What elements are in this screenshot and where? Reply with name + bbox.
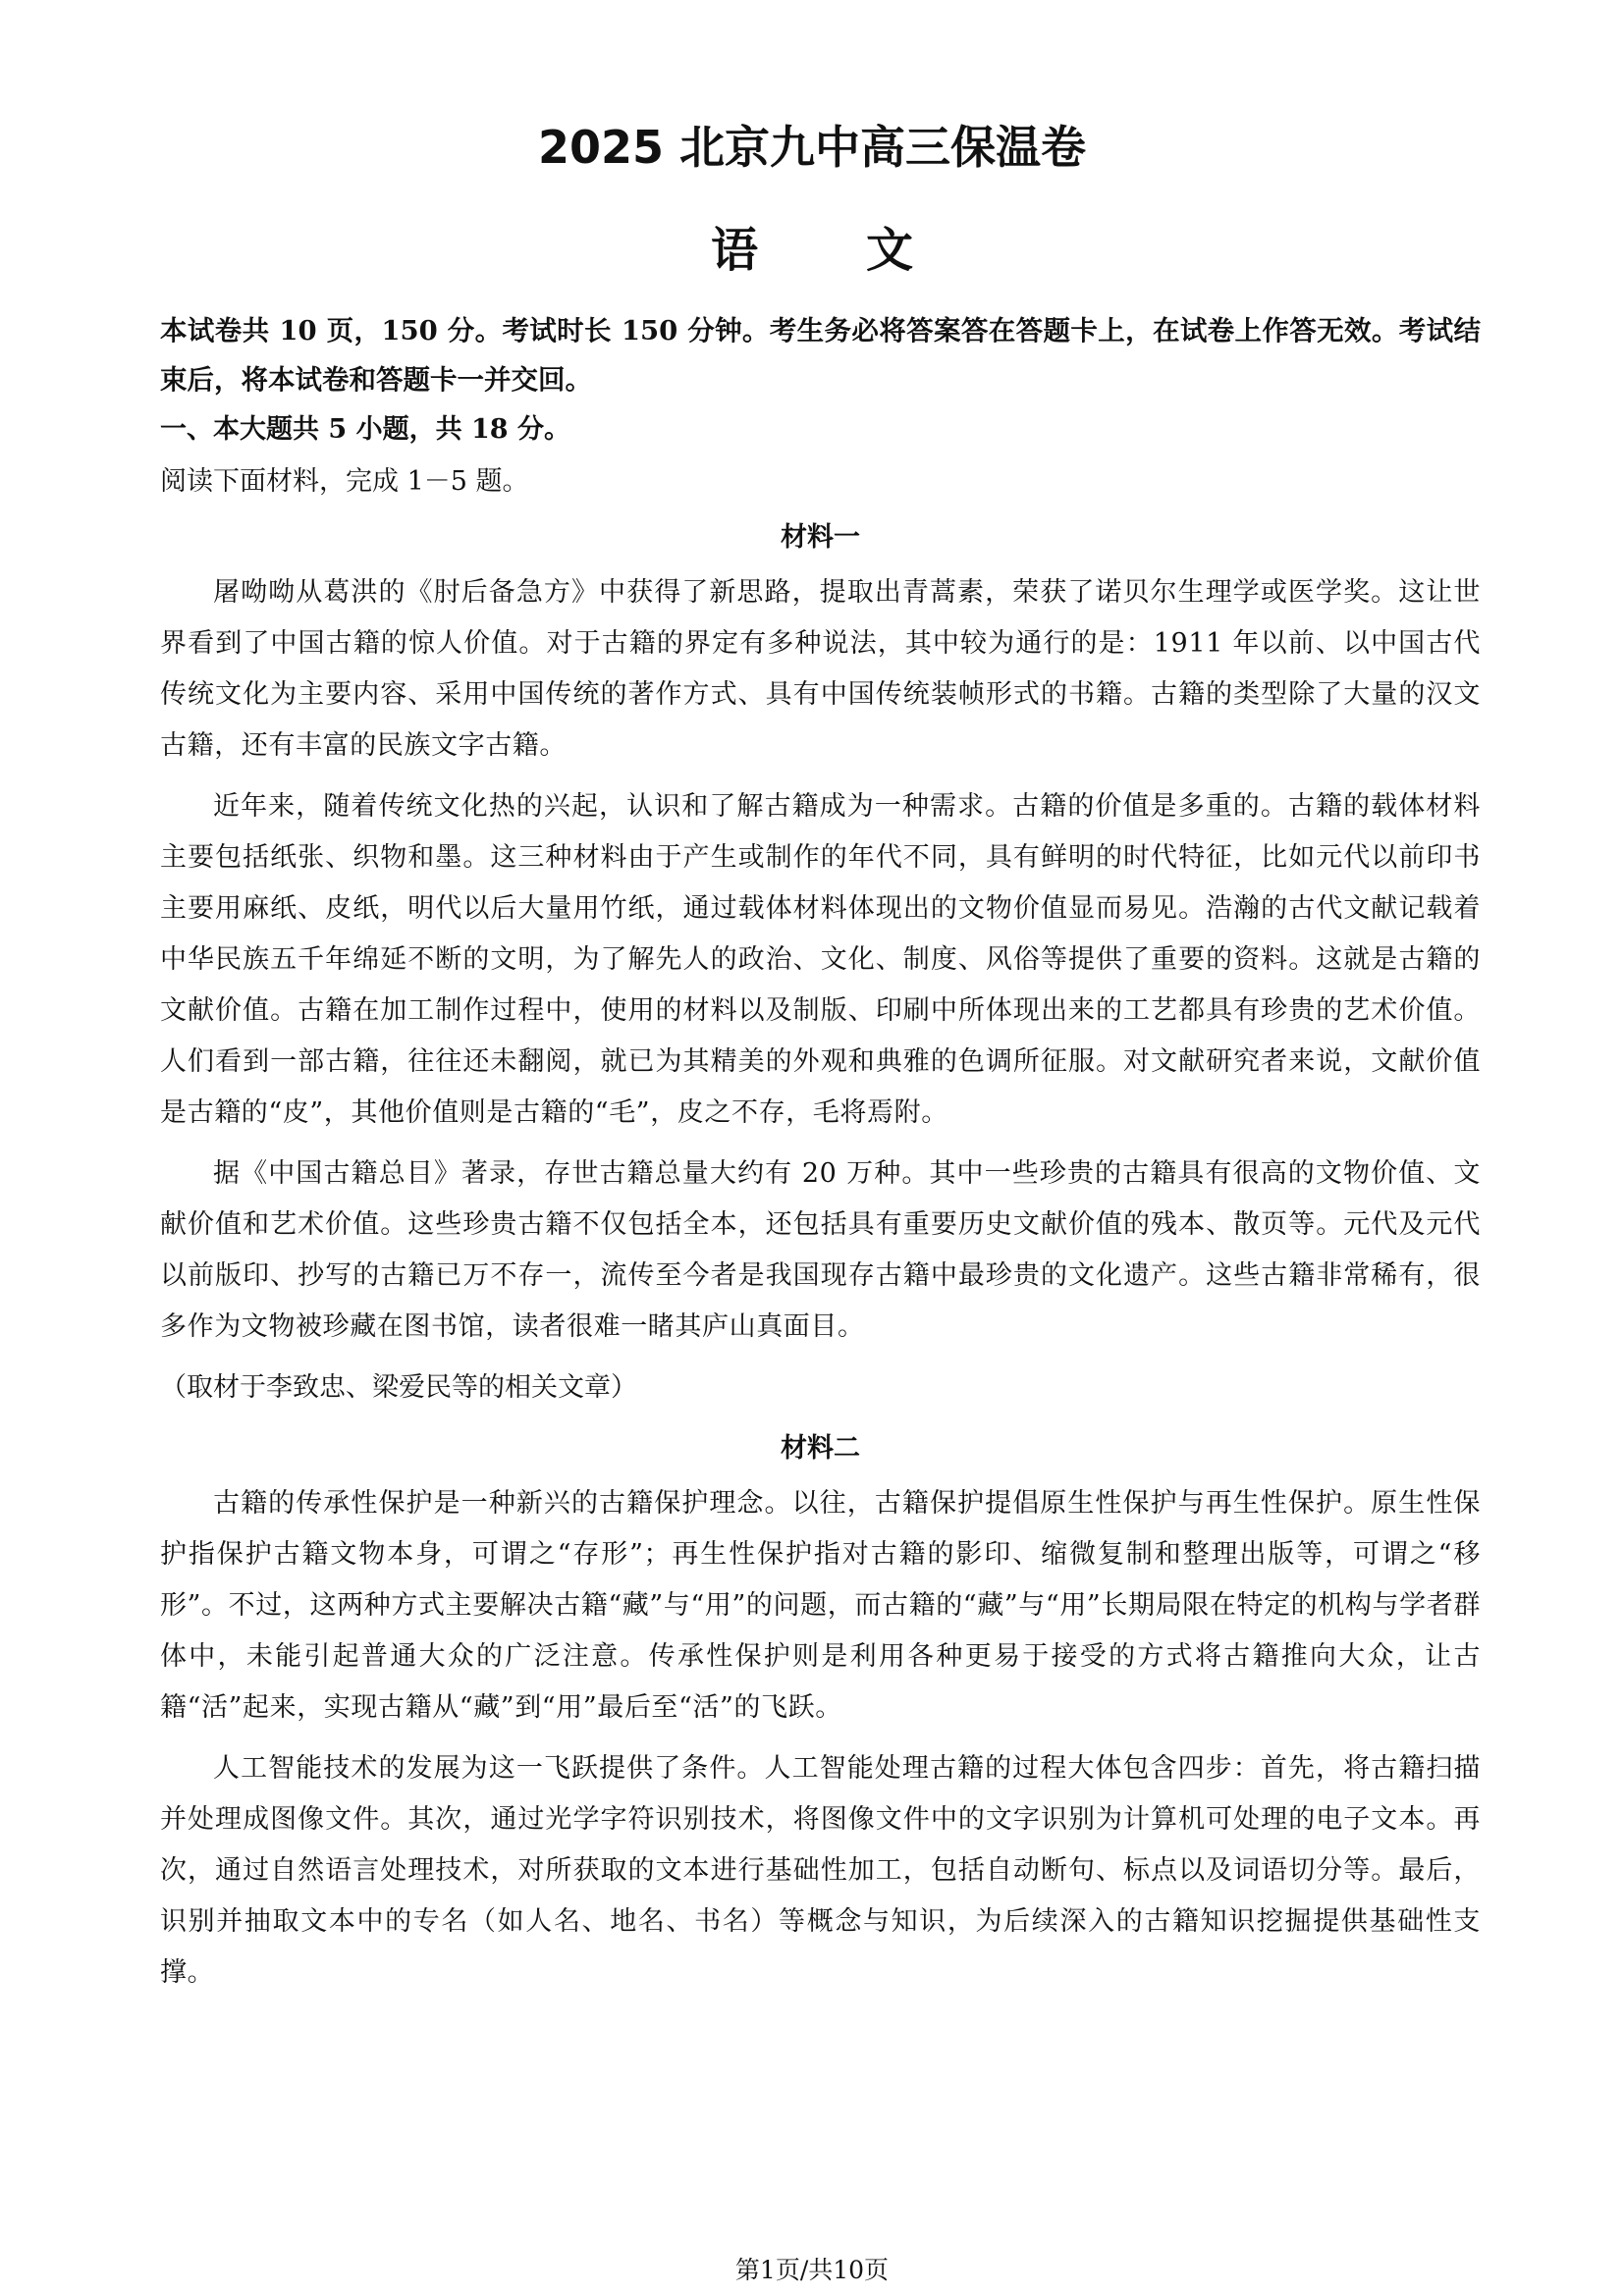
material-one-paragraph: 屠呦呦从葛洪的《肘后备急方》中获得了新思路，提取出青蒿素，荣获了诺贝尔生理学或医学奖。这让世界看到了中国古籍的惊人价值。对于古籍的界定有多种说法，其中较为通行的是：1911 年以前、以中国古代传统文化为主要内容、采用中国传统的著作方式、具有中国传统装帧形式的书籍。古籍的类型除了大量的汉文古籍，还有丰富的民族文字古籍。 [160, 577, 1481, 761]
material-two-title: 材料二 [781, 1433, 860, 1464]
material-one-source: （取材于李致忠、梁爱民等的相关文章） [160, 1372, 637, 1403]
page-content [160, 306, 1481, 2008]
section-heading: 一、本大题共 5 小题，共 18 分。 [160, 414, 570, 445]
material-one-paragraph: 近年来，随着传统文化热的兴起，认识和了解古籍成为一种需求。古籍的价值是多重的。古籍的载体材料主要包括纸张、织物和墨。这三种材料由于产生或制作的年代不同，具有鲜明的时代特征，比如元代以前印书主要用麻纸、皮纸，明代以后大量用竹纸，通过载体材料体现出的文物价值显而易见。浩瀚的古代文献记载着中华民族五千年绵延不断的文明，为了解先人的政治、文化、制度、风俗等提供了重要的资料。这就是古籍的文献价值。古籍在加工制作过程中，使用的材料以及制版、印刷中所体现出来的工艺都具有珍贵的艺术价值。人们看到一部古籍，往往还未翻阅，就已为其精美的外观和典雅的色调所征服。对文献研究者来说，文献价值是古籍的“皮”，其他价值则是古籍的“毛”，皮之不存，毛将焉附。 [160, 791, 1481, 1128]
section-instruction: 阅读下面材料，完成 1－5 题。 [160, 466, 529, 497]
material-two-paragraph: 人工智能技术的发展为这一飞跃提供了条件。人工智能处理古籍的过程大体包含四步：首先，将古籍扫描并处理成图像文件。其次，通过光学字符识别技术，将图像文件中的文字识别为计算机可处理的电子文本。再次，通过自然语言处理技术，对所获取的文本进行基础性加工，包括自动断句、标点以及词语切分等。最后，识别并抽取文本中的专名（如人名、地名、书名）等概念与知识，为后续深入的古籍知识挖掘提供基础性支撑。 [160, 1753, 1481, 1988]
page-number: 第1页/共10页 [734, 2256, 890, 2284]
material-one-paragraph: 据《中国古籍总目》著录，存世古籍总量大约有 20 万种。其中一些珍贵的古籍具有很高的文物价值、文献价值和艺术价值。这些珍贵古籍不仅包括全本，还包括具有重要历史文献价值的残本、散页等。元代及元代以前版印、抄写的古籍已万不存一，流传至今者是我国现存古籍中最珍贵的文化遗产。这些古籍非常稀有，很多作为文物被珍藏在图书馆，读者很难一睹其庐山真面目。 [160, 1158, 1481, 1342]
exam-notice: 本试卷共 10 页，150 分。考试时长 150 分钟。考生务必将答案答在答题卡上，在试卷上作答无效。考试结束后，将本试卷和答题卡一并交回。 [160, 315, 1481, 396]
material-two-paragraph: 古籍的传承性保护是一种新兴的古籍保护理念。以往，古籍保护提倡原生性保护与再生性保护。原生性保护指保护古籍文物本身，可谓之“存形”；再生性保护指对古籍的影印、缩微复制和整理出版等，可谓之“移形”。不过，这两种方式主要解决古籍“藏”与“用”的问题，而古籍的“藏”与“用”长期局限在特定的机构与学者群体中，未能引起普通大众的广泛注意。传承性保护则是利用各种更易于接受的方式将古籍推向大众，让古籍“活”起来，实现古籍从“藏”到“用”最后至“活”的飞跃。 [160, 1488, 1481, 1723]
exam-title: 2025 北京九中高三保温卷 [537, 121, 1087, 174]
subject-title: 语文 [710, 223, 1021, 278]
material-one-title: 材料一 [781, 522, 860, 553]
